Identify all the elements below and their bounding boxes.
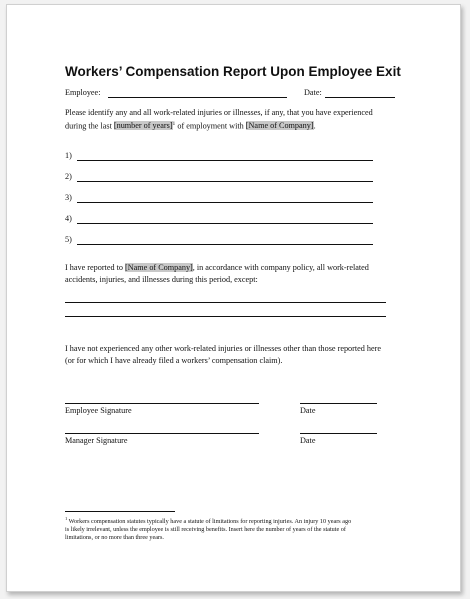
footnote [65,515,425,542]
footnote-line-1: $^1$ Workers compensation statutes typically have a statute of limitations for reporting injuries. An injury 10 years ago [65,516,352,526]
footnote-separator [65,511,175,512]
date-field-line[interactable] [325,97,395,98]
footnote-ref: 1 [172,120,176,127]
list-number-2: 2) [65,172,72,181]
manager-signature-label: Manager Signature [65,436,128,445]
employee-signature-label: Employee Signature [65,406,132,415]
placeholder-company-2: [Name of Company] [125,263,193,272]
intro-paragraph [65,107,445,132]
list-number-3: 3) [65,193,72,202]
document-page [6,4,461,592]
employee-date-label: Date [300,406,316,415]
list-number-1: 1) [65,151,72,160]
manager-date-line[interactable] [300,433,377,434]
list-line-3[interactable] [77,202,373,203]
list-line-4[interactable] [77,223,373,224]
placeholder-company: [Name of Company] [245,121,314,131]
exception-line-2[interactable] [65,316,386,317]
intro-line-1: Please identify any and all work-related injuries or illnesses, if any, that you have experienced [65,108,373,117]
employee-field-line[interactable] [108,97,287,98]
manager-date-label: Date [300,436,316,445]
employee-signature-line[interactable] [65,403,259,404]
reported-line-2: accidents, injuries, and illnesses during this period, except: [65,274,258,284]
document-title: Workers’ Compensation Report Upon Employee Exit [65,64,401,79]
placeholder-years: [number of years] [113,121,173,131]
not-experienced-line-1: I have not experienced any other work-related injuries or illnesses other than those reported here [65,344,382,353]
reported-paragraph [65,262,445,285]
list-line-2[interactable] [77,181,373,182]
intro-line-2: during the last [number of years]$^1$ of employment with [Name of Company]. [65,120,316,131]
list-line-5[interactable] [77,244,373,245]
not-experienced-paragraph [65,343,450,366]
manager-signature-line[interactable] [65,433,259,434]
list-number-5: 5) [65,235,72,244]
footnote-line-3: limitations, or no more than three years. [65,534,164,542]
footnote-line-2: is likely irrelevant, unless the employee is still receiving benefits. Insert here the number of years of the statute of [65,526,346,534]
exception-line-1[interactable] [65,302,386,303]
list-number-4: 4) [65,214,72,223]
date-label: Date: [304,88,322,97]
employee-date-line[interactable] [300,403,377,404]
employee-label: Employee: [65,88,101,97]
not-experienced-line-2: (or for which I have already filed a workers’ compensation claim). [65,355,283,365]
reported-line-1: I have reported to [Name of Company], in accordance with company policy, all work-related [65,263,369,272]
list-line-1[interactable] [77,160,373,161]
